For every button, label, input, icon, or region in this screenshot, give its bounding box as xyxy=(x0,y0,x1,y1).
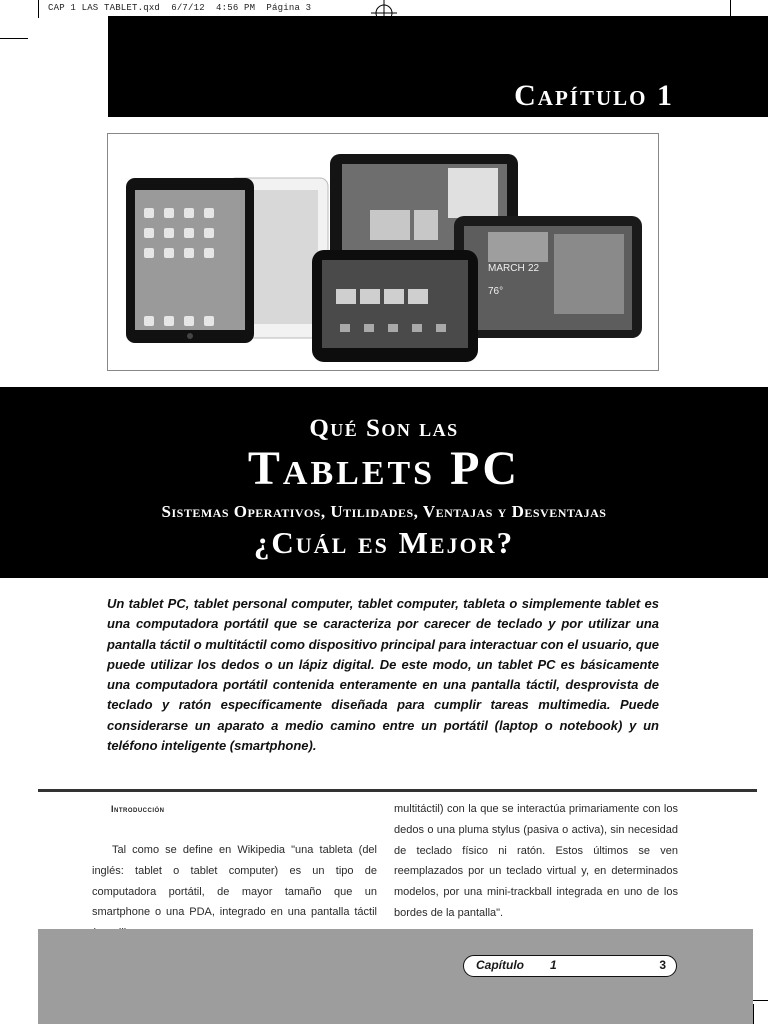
chapter-title: Capítulo 1 xyxy=(514,79,674,112)
body-column-right: multitáctil) con la que se interactúa primariamente con los dedos o una pluma stylus (pasiva o activa), sin necesidad de teclado físico ni ratón. Estos últimos se ven reemplazados por un teclado virtual y, en determinados modelos, por una mini-trackball integrada en uno de los bordes de la pantalla". xyxy=(394,803,678,919)
lead-paragraph: Un tablet PC, tablet personal computer, tablet computer, tableta o simplemente tablet es una computadora portátil que se caracteriza por carecer de teclado y por utilizar una pantalla táctil o multitáctil como dispositivo principal para interactuar con el usuario, que puede utilizar los dedos o un lápiz digital. De este modo, un tablet PC es básicamente una computadora portátil contenida enteramente en una pantalla táctil, desprovista de teclado y ratón específicamente diseñada para cumplir tareas multimedia. Puede considerarse un aparato a medio camino entre un portátil (laptop o notebook) y un teléfono inteligente (smartphone). xyxy=(107,596,659,754)
folio-page-number: 3 xyxy=(659,958,666,972)
section-heading: Introducción xyxy=(111,804,165,814)
heading-subtitle: Sistemas Operativos, Utilidades, Ventajas y Desventajas xyxy=(161,502,607,521)
page-folio xyxy=(463,955,677,977)
folio-chapter-number: 1 xyxy=(550,958,557,972)
body-column-left: Tal como se define en Wikipedia "una tableta (del inglés: tablet o tablet computer) es un tipo de computadora portátil, de mayor tamaño que un smartphone o una PDA, integrado en una pantalla táctil xyxy=(92,844,377,919)
heading-line-1: Qué Son las xyxy=(309,415,459,442)
screen-text-month: MARCH xyxy=(488,263,525,274)
tablets-illustration xyxy=(108,134,659,371)
title-band xyxy=(0,387,768,578)
print-slug: CAP 1 LAS TABLET.qxd 6/7/12 4:56 PM Página 3 xyxy=(48,3,312,13)
crop-mark-top-left-v xyxy=(38,0,39,18)
heading-main-title: Tablets PC xyxy=(247,442,521,495)
crop-mark-bottom-right-v xyxy=(753,1004,754,1024)
crop-mark-top-left-h xyxy=(0,38,28,39)
screen-text-temp: 76° xyxy=(488,286,504,297)
tablets-photo xyxy=(107,133,659,371)
section-divider xyxy=(38,789,757,792)
folio-chapter-label: Capítulo xyxy=(476,958,524,972)
heading-question: ¿Cuál es Mejor? xyxy=(253,525,515,560)
screen-text-day: 22 xyxy=(528,263,540,274)
chapter-header-band xyxy=(108,16,768,117)
